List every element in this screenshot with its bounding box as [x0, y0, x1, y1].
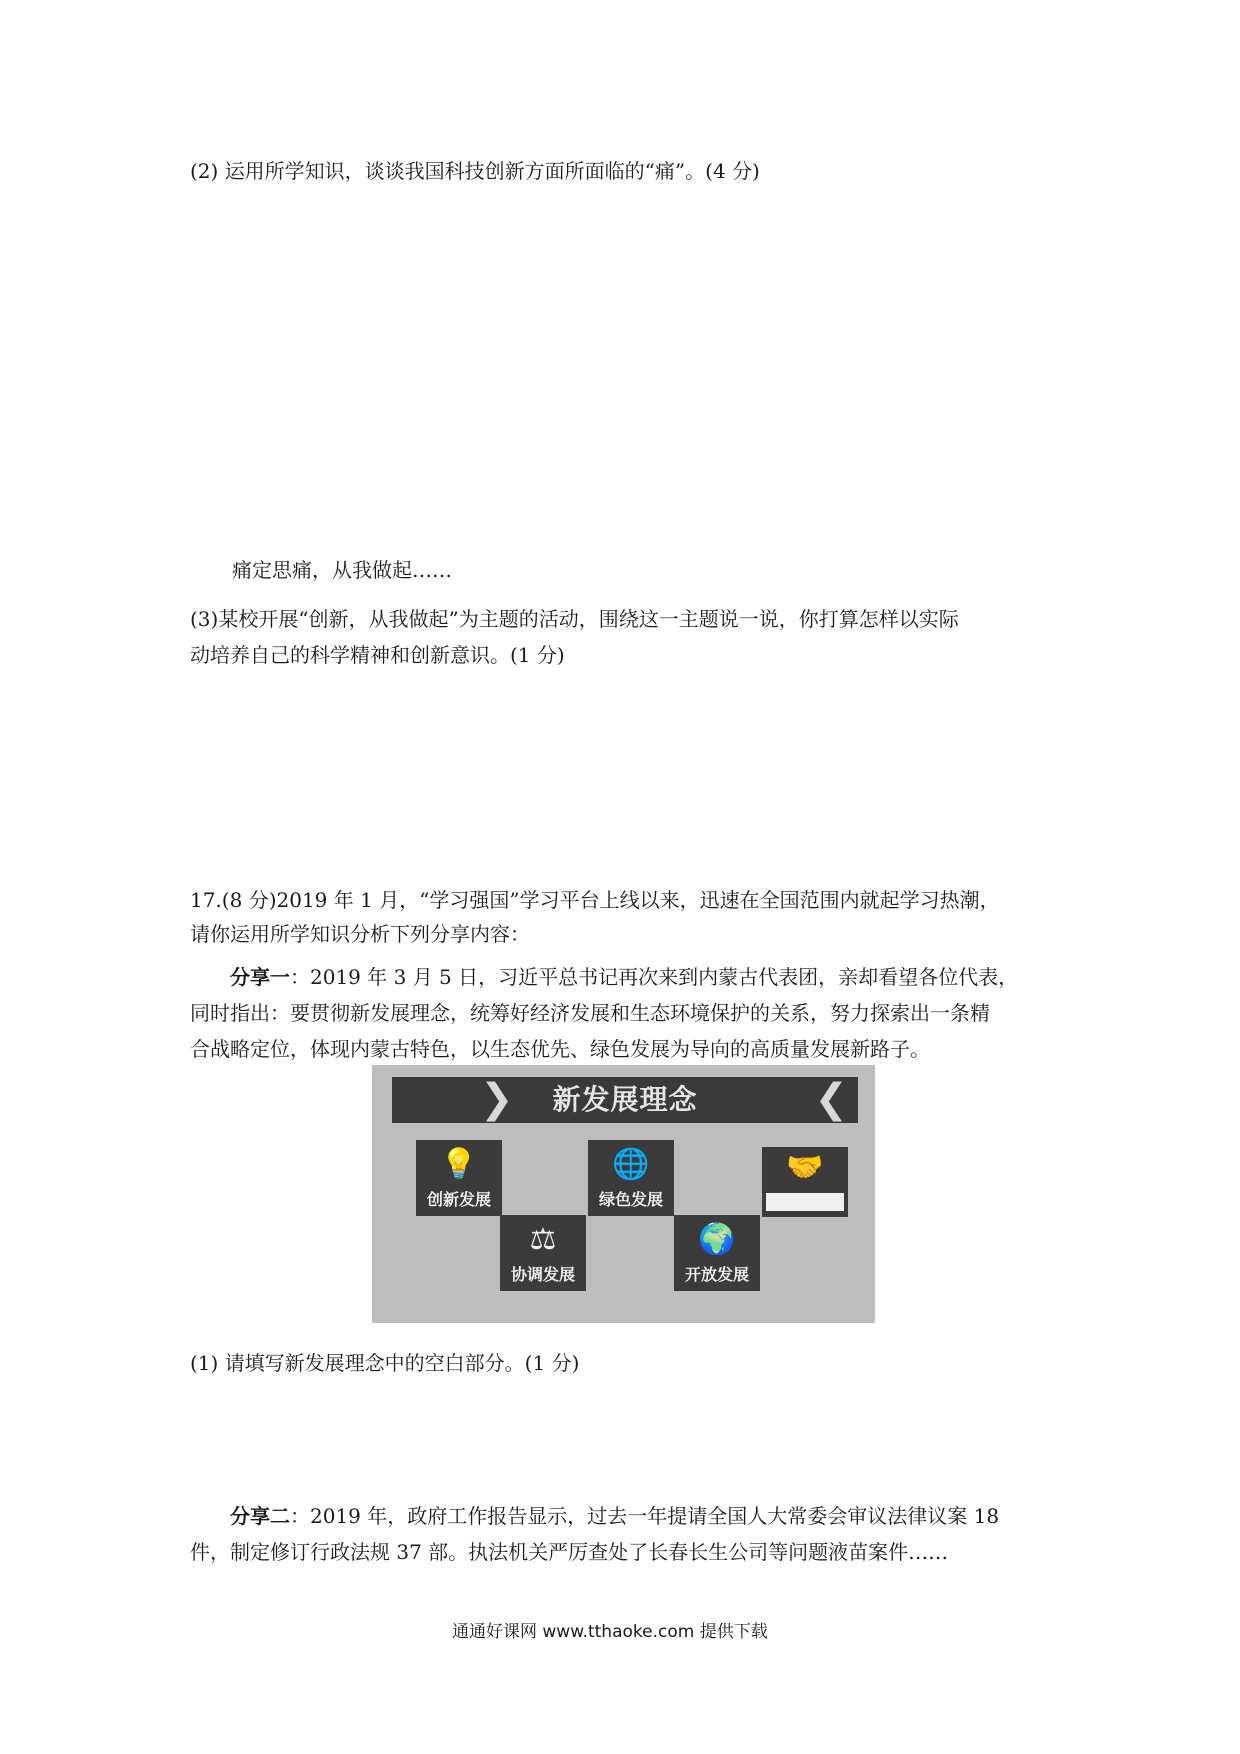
- share-1-line1: [230, 963, 1018, 991]
- footer-text: 通通好课网 www.tthaoke.com 提供下载: [452, 1622, 768, 1642]
- share-2-label: 分享二: [230, 1504, 290, 1528]
- tile-label: 绿色发展: [598, 1190, 663, 1209]
- share-2-line2: 件，制定修订行政法规 37 部。执法机关严厉查处了长春长生公司等问题液苗案件……: [190, 1540, 949, 1564]
- question-17-line2: 请你运用所学知识分析下列分享内容：: [190, 922, 530, 946]
- handshake-icon: 🤝: [786, 1150, 824, 1185]
- tile-green: [588, 1140, 674, 1216]
- intro-text: 痛定思痛，从我做起……: [232, 558, 452, 582]
- tile-innovation: [416, 1140, 502, 1216]
- share-2-text1: ：2019 年，政府工作报告显示，过去一年提请全国人大常委会审议法律议案 18: [290, 1504, 1000, 1528]
- globe-hand-icon: 🌐: [612, 1147, 650, 1182]
- share-2-line1: [230, 1502, 999, 1530]
- question-17-line1: 17.(8 分)2019 年 1 月，“学习强国”学习平台上线以来，迅速在全国范围内就起学习热潮，: [190, 888, 1000, 912]
- tile-blank: [762, 1147, 848, 1217]
- question-3-line1: (3)某校开展“创新，从我做起”为主题的活动，围绕这一主题说一说，你打算怎样以实际: [190, 607, 959, 631]
- share-1-label: 分享一: [230, 965, 290, 989]
- chevron-right-icon: ❯: [480, 1076, 514, 1122]
- question-3-line2: 动培养自己的科学精神和创新意识。(1 分): [190, 643, 565, 667]
- balance-icon: ⚖: [529, 1222, 557, 1257]
- share-1-line3: 合战略定位，体现内蒙古特色，以生态优先、绿色发展为导向的高质量发展新路子。: [190, 1037, 930, 1061]
- question-2: (2) 运用所学知识，谈谈我国科技创新方面所面临的“痛”。(4 分): [190, 159, 760, 183]
- share-1-line2: 同时指出：要贯彻新发展理念，统筹好经济发展和生态环境保护的关系，努力探索出一条精: [190, 1001, 990, 1025]
- tile-openness: [674, 1215, 760, 1291]
- tile-coordination: [500, 1215, 586, 1291]
- chevron-left-icon: ❮: [814, 1076, 848, 1122]
- tile-label: 开放发展: [684, 1265, 749, 1284]
- tile-label: 创新发展: [426, 1190, 491, 1209]
- share-1-text1: ：2019 年 3 月 5 日，习近平总书记再次来到内蒙古代表团，亲却看望各位代表，: [290, 965, 1019, 989]
- blank-answer-box: [766, 1193, 844, 1211]
- lightbulb-icon: 💡: [440, 1147, 478, 1182]
- figure-banner: [392, 1077, 858, 1123]
- figure-title: 新发展理念: [552, 1083, 698, 1116]
- question-1: (1) 请填写新发展理念中的空白部分。(1 分): [190, 1351, 580, 1375]
- earth-icon: 🌍: [698, 1222, 736, 1257]
- tile-label: 协调发展: [510, 1265, 575, 1284]
- new-development-concept-figure: [372, 1065, 875, 1323]
